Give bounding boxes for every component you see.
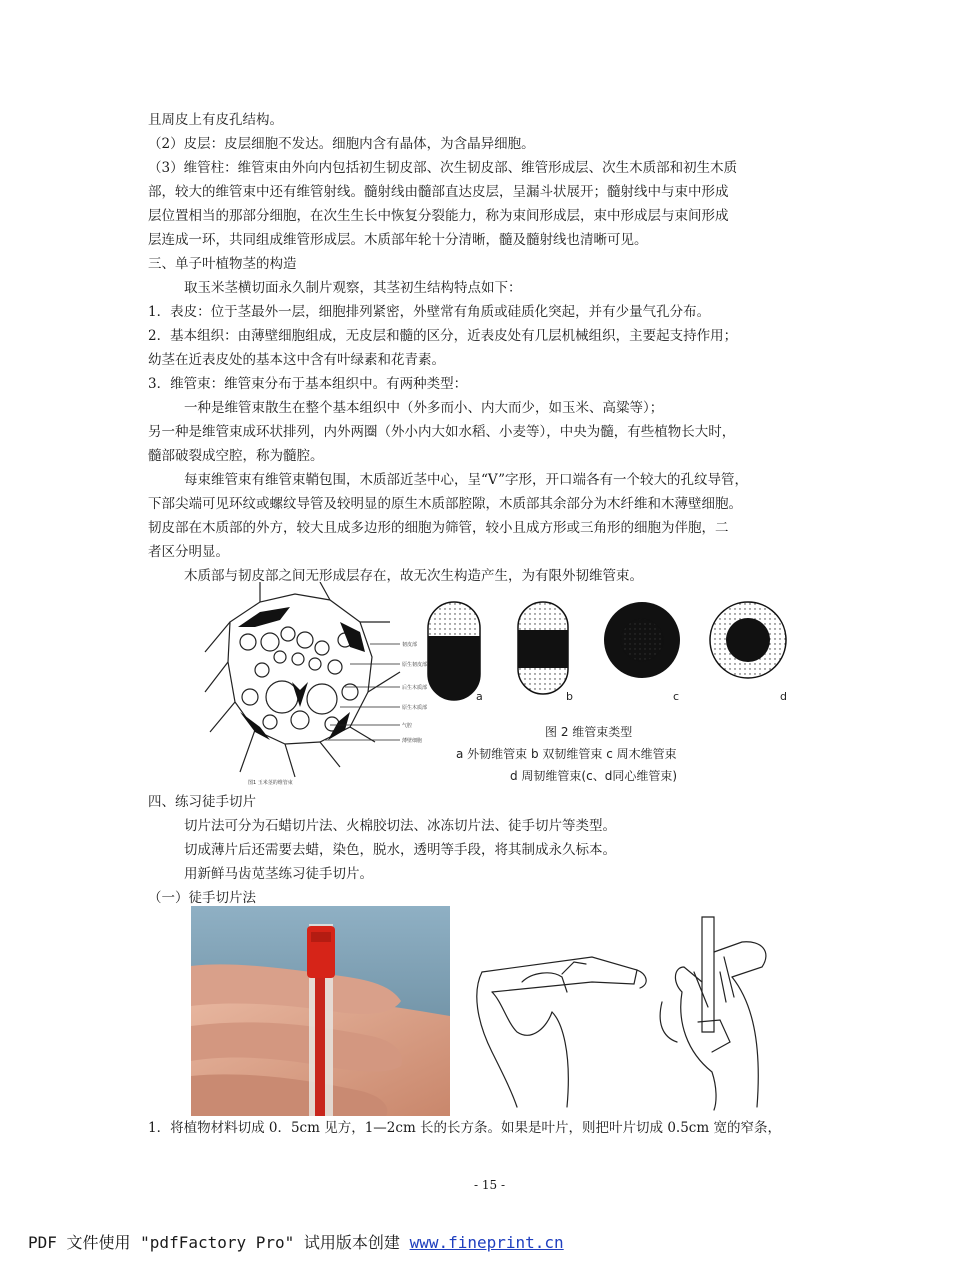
text-line: 另一种是维管束成环状排列，内外两圈（外小内大如水稻、小麦等），中央为髓，有些植物长大时， [148, 424, 736, 440]
subsection-heading: （一）徒手切片法 [148, 890, 256, 906]
text-line: 3．维管束：维管束分布于基本组织中。有两种类型： [148, 376, 468, 392]
page-number: - 15 - [473, 1178, 505, 1192]
fig1-label: 气腔 [402, 723, 413, 729]
fig1-caption: 图1 玉米茎的维管束 [248, 780, 293, 786]
text-line: 每束维管束有维管束鞘包围，木质部近茎中心，呈“V”字形，开口端各有一个较大的孔纹导管， [184, 472, 749, 488]
section-heading: 四、练习徒手切片 [148, 794, 256, 810]
fig1-label: 原生木质部 [402, 705, 428, 711]
text-line: 幼茎在近表皮处的基本这中含有叶绿素和花青素。 [148, 352, 445, 368]
bundle-b-shape [518, 602, 568, 694]
text-line: 取玉米茎横切面永久制片观察，其茎初生结构特点如下： [184, 280, 522, 296]
bundle-b-letter: b [566, 690, 573, 703]
bundle-d-shape [710, 602, 786, 678]
bundle-d-letter: d [780, 690, 787, 703]
bundle-a-letter: a [476, 690, 483, 703]
text-line: 韧皮部在木质部的外方，较大且成多边形的细胞为筛管，较小且成方形或三角形的细胞为伴胞，二 [148, 520, 729, 536]
text-line: 切成薄片后还需要去蜡，染色，脱水，透明等手段，将其制成永久标本。 [184, 842, 616, 858]
text-line: 用新鲜马齿苋茎练习徒手切片。 [184, 866, 373, 882]
text-line: 切片法可分为石蜡切片法、火棉胶切法、冰冻切片法、徒手切片等类型。 [184, 818, 616, 834]
section-heading: 三、单子叶植物茎的构造 [148, 256, 297, 272]
text-line: 部，较大的维管束中还有维管射线。髓射线由髓部直达皮层，呈漏斗状展开；髓射线中与束中形成 [148, 184, 729, 200]
bundle-c-letter: c [673, 690, 680, 703]
footer-text: PDF 文件使用 "pdfFactory Pro" 试用版本创建 [28, 1233, 410, 1252]
photo-hand-sectioning [191, 906, 450, 1116]
text-line: 层位置相当的那部分细胞，在次生生长中恢复分裂能力，称为束间形成层，束中形成层与束间形成 [148, 208, 729, 224]
fig1-label: 后生木质部 [402, 685, 428, 691]
bundle-c-shape [604, 602, 680, 678]
text-line: 1．表皮：位于茎最外一层，细胞排列紧密，外壁常有角质或硅质化突起，并有少量气孔分布。 [148, 304, 711, 320]
fig1-label: 薄壁细胞 [402, 738, 423, 744]
figure-vascular-bundle-drawing [200, 582, 430, 792]
text-line: 髓部破裂成空腔，称为髓腔。 [148, 448, 324, 464]
text-line: （3）维管柱：维管束由外向内包括初生韧皮部、次生韧皮部、维管形成层、次生木质部和初生木质 [148, 160, 738, 176]
fig1-label: 韧皮部 [402, 642, 418, 648]
figure-vascular-bundle-types [418, 592, 798, 792]
text-line: 2．基本组织：由薄壁细胞组成，无皮层和髓的区分，近表皮处有几层机械组织，主要起支持作用； [148, 328, 738, 344]
text-line: 下部尖端可见环纹或螺纹导管及较明显的原生木质部腔隙，木质部其余部分为木纤维和木薄壁细胞。 [148, 496, 742, 512]
text-line: 层连成一环，共同组成维管形成层。木质部年轮十分清晰，髓及髓射线也清晰可见。 [148, 232, 648, 248]
bundle-a-shape [428, 602, 480, 700]
text-line: 且周皮上有皮孔结构。 [148, 112, 283, 128]
fig2-caption-line2: d 周韧维管束(c、d同心维管束) [510, 769, 678, 783]
text-line: 1．将植物材料切成 0．5cm 见方，1—2cm 长的长方条。如果是叶片，则把叶片切成 0.5cm 宽的窄条， [148, 1120, 781, 1136]
pdf-footer [28, 1230, 564, 1253]
fig2-caption-line1: a 外韧维管束 b 双韧维管束 c 周木维管束 [456, 747, 677, 761]
text-line: 者区分明显。 [148, 544, 229, 560]
illustration-hand-sectioning [462, 912, 792, 1112]
fig1-label: 原生韧皮部 [402, 662, 428, 668]
text-line: （2）皮层：皮层细胞不发达。细胞内含有晶体，为含晶异细胞。 [148, 136, 535, 152]
text-line: 木质部与韧皮部之间无形成层存在，故无次生构造产生，为有限外韧维管束。 [184, 568, 643, 584]
fig2-title: 图 2 维管束类型 [545, 725, 633, 739]
text-line: 一种是维管束散生在整个基本组织中（外多而小、内大而少，如玉米、高粱等）； [184, 400, 664, 416]
footer-link[interactable]: www.fineprint.cn [409, 1233, 564, 1252]
